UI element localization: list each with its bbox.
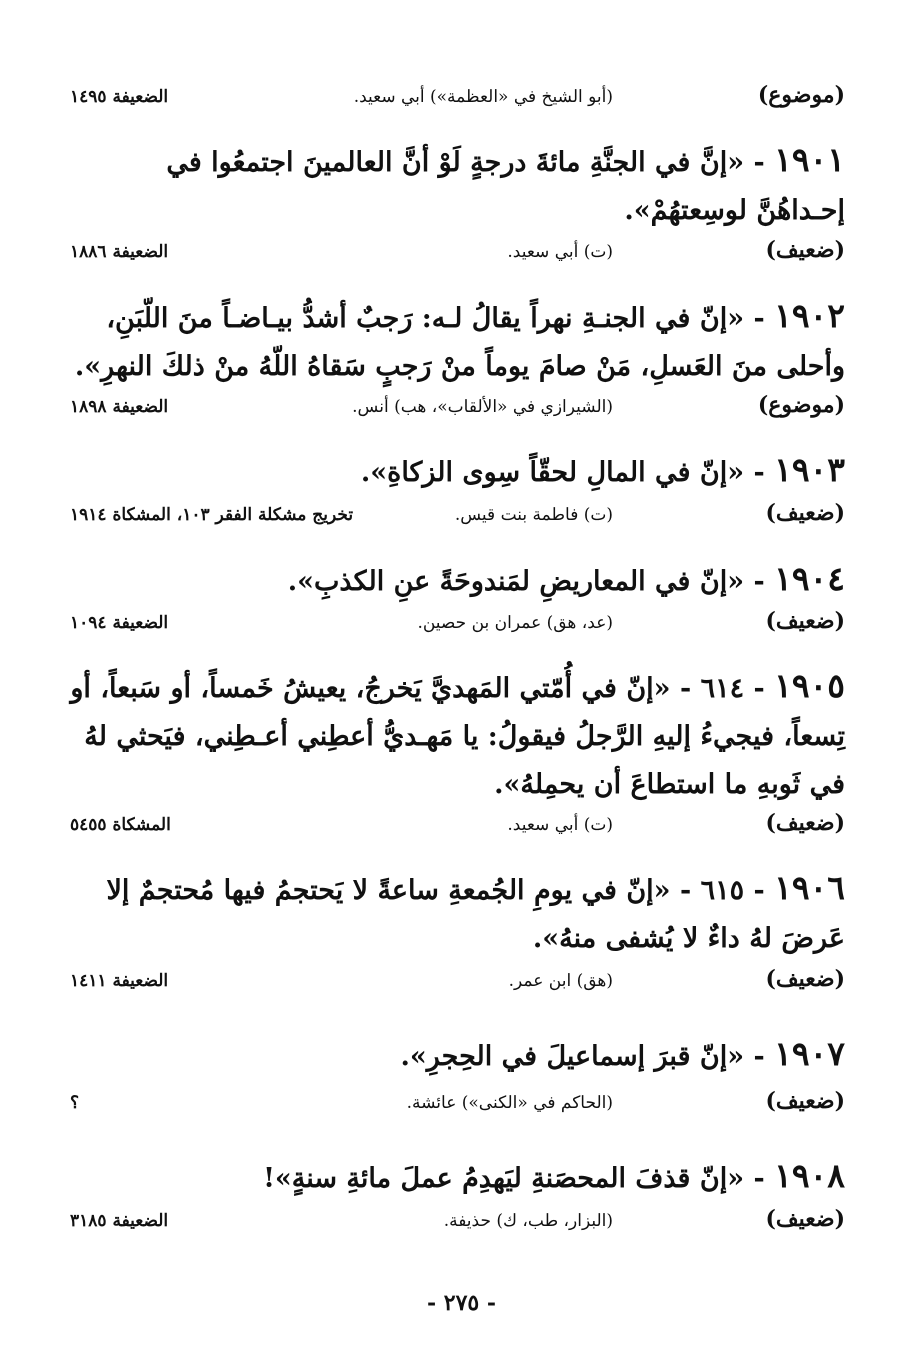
- hadith-number: ١٩٠٥: [774, 666, 845, 705]
- grade-label: (ضعيف): [765, 1206, 845, 1232]
- hadith-entry: ١٩٠٦ - ٦١٥ - «إنّ في يومِ الجُمعةِ ساعةً لا يَحتجمُ فيها مُحتجمٌ إلا عَرضَ لهُ داءٌ لا يُشفى منهُ».: [106, 868, 845, 954]
- source-line: [70, 500, 845, 530]
- hadith-text: «إنَّ في الجنَّةِ مائةَ درجةٍ لَوْ أنَّ العالمينَ اجتمعُوا في إحـداهُنَّ لوسِعتهُمْ».: [166, 147, 845, 226]
- hadith-text: «إنّ في الجنـةِ نهراً يقالُ لـه: رَجبٌ أشدُّ بيـاضـاً منَ اللّبَنِ، وأحلى منَ العَسلِ، مَنْ صامَ يوماً منْ رَجبٍ سَقاهُ اللّهُ منْ ذلكَ النهرِ».: [74, 303, 845, 382]
- grade-label: (ضعيف): [765, 608, 845, 634]
- source-citation: (البزار، طب، ك) حذيفة.: [443, 1211, 613, 1231]
- source-citation: (هق) ابن عمر.: [508, 971, 613, 991]
- hadith-text: «إنّ قذفَ المحصَنةِ ليَهدِمُ عملَ مائةِ سنةٍ»!: [263, 1163, 745, 1194]
- source-line: [70, 966, 845, 996]
- reference: الضعيفة ١٤٩٥: [70, 87, 169, 107]
- reference: الضعيفة ١٤١١: [70, 971, 169, 991]
- hadith-entry: ١٩٠٤ - «إنّ في المعاريضِ لمَندوحَةً عنِ الكذبِ».: [287, 559, 845, 598]
- hadith-entry: ١٩٠٥ - ٦١٤ - «إنّ في أُمّتي المَهديَّ يَخرجُ، يعيشُ خَمساً، أو سَبعاً، أو تِسعاً، فيجيءُ إليهِ الرَّجلُ فيقولُ: يا مَهـديُّ أعطِني أعـطِني، فيَحثي لهُ في ثَوبهِ ما استطاعَ أن يحمِلهُ».: [70, 666, 845, 800]
- hadith-entry: ١٩٠٢ - «إنّ في الجنـةِ نهراً يقالُ لـه: رَجبٌ أشدُّ بيـاضـاً منَ اللّبَنِ، وأحلى منَ العَسلِ، مَنْ صامَ يوماً منْ رَجبٍ سَقاهُ اللّهُ منْ ذلكَ النهرِ».: [74, 296, 845, 382]
- grade-label: (ضعيف): [765, 1088, 845, 1114]
- grade-label: (ضعيف): [765, 810, 845, 836]
- hadith-entry: ١٩٠٧ - «إنّ قبرَ إسماعيلَ في الحِجرِ».: [400, 1034, 845, 1073]
- hadith-text: «إنّ قبرَ إسماعيلَ في الحِجرِ».: [400, 1041, 745, 1072]
- page-number: - ٢٧٥ -: [426, 1290, 497, 1316]
- source-line: [70, 1088, 845, 1118]
- grade-label: (موضوع): [757, 392, 845, 418]
- hadith-number: ١٩٠٣: [774, 450, 845, 489]
- source-citation: (الشيرازي في «الألقاب»، هب) أنس.: [352, 397, 613, 417]
- hadith-entry: ١٩٠١ - «إنَّ في الجنَّةِ مائةَ درجةٍ لَوْ أنَّ العالمينَ اجتمعُوا في إحـداهُنَّ لوسِعتهُمْ».: [166, 140, 845, 226]
- hadith-text: «إنّ في يومِ الجُمعةِ ساعةً لا يَحتجمُ فيها مُحتجمٌ إلا عَرضَ لهُ داءٌ لا يُشفى منهُ».: [106, 875, 845, 954]
- hadith-entry: ١٩٠٨ - «إنّ قذفَ المحصَنةِ ليَهدِمُ عملَ مائةِ سنةٍ»!: [263, 1156, 845, 1195]
- reference: الضعيفة ١٨٨٦: [70, 242, 169, 262]
- hadith-number: ١٩٠١: [774, 140, 845, 179]
- source-line: [70, 608, 845, 638]
- secondary-number: ٦١٤: [700, 673, 745, 704]
- hadith-number: ١٩٠٦: [774, 868, 845, 907]
- source-line: [70, 810, 845, 840]
- source-line: [70, 392, 845, 422]
- source-line: [70, 1206, 845, 1236]
- reference: الضعيفة ١٨٩٨: [70, 397, 169, 417]
- reference: تخريج مشكلة الفقر ١٠٣، المشكاة ١٩١٤: [70, 505, 354, 525]
- grade-label: (ضعيف): [765, 500, 845, 526]
- hadith-number: ١٩٠٤: [774, 559, 845, 598]
- hadith-number: ١٩٠٢: [774, 296, 845, 335]
- reference: ؟: [70, 1093, 80, 1113]
- source-citation: (ت) فاطمة بنت قيس.: [454, 505, 613, 525]
- hadith-entry: ١٩٠٣ - «إنّ في المالِ لحقّاً سِوى الزكاةِ».: [360, 450, 845, 489]
- reference: الضعيفة ١٠٩٤: [70, 613, 169, 633]
- source-citation: (ت) أبي سعيد.: [507, 242, 613, 262]
- source-line: [70, 82, 845, 112]
- source-citation: (الحاكم في «الكنى») عائشة.: [406, 1093, 613, 1113]
- source-citation: (أبو الشيخ في «العظمة») أبي سعيد.: [353, 87, 613, 107]
- source-citation: (عد، هق) عمران بن حصين.: [417, 613, 613, 633]
- source-line: [70, 237, 845, 267]
- grade-label: (موضوع): [757, 82, 845, 108]
- hadith-text: «إنّ في أُمّتي المَهديَّ يَخرجُ، يعيشُ خَمساً، أو سَبعاً، أو تِسعاً، فيجيءُ إليهِ الرَّجلُ فيقولُ: يا مَهـديُّ أعطِني أعـطِني، فيَحثي لهُ في ثَوبهِ ما استطاعَ أن يحمِلهُ».: [70, 673, 845, 800]
- hadith-text: «إنّ في المالِ لحقّاً سِوى الزكاةِ».: [360, 457, 745, 488]
- hadith-number: ١٩٠٨: [774, 1156, 845, 1195]
- hadith-text: «إنّ في المعاريضِ لمَندوحَةً عنِ الكذبِ».: [287, 566, 745, 597]
- hadith-number: ١٩٠٧: [774, 1034, 845, 1073]
- reference: الضعيفة ٣١٨٥: [70, 1211, 169, 1231]
- reference: المشكاة ٥٤٥٥: [70, 815, 171, 835]
- grade-label: (ضعيف): [765, 966, 845, 992]
- source-citation: (ت) أبي سعيد.: [507, 815, 613, 835]
- grade-label: (ضعيف): [765, 237, 845, 263]
- secondary-number: ٦١٥: [700, 875, 745, 906]
